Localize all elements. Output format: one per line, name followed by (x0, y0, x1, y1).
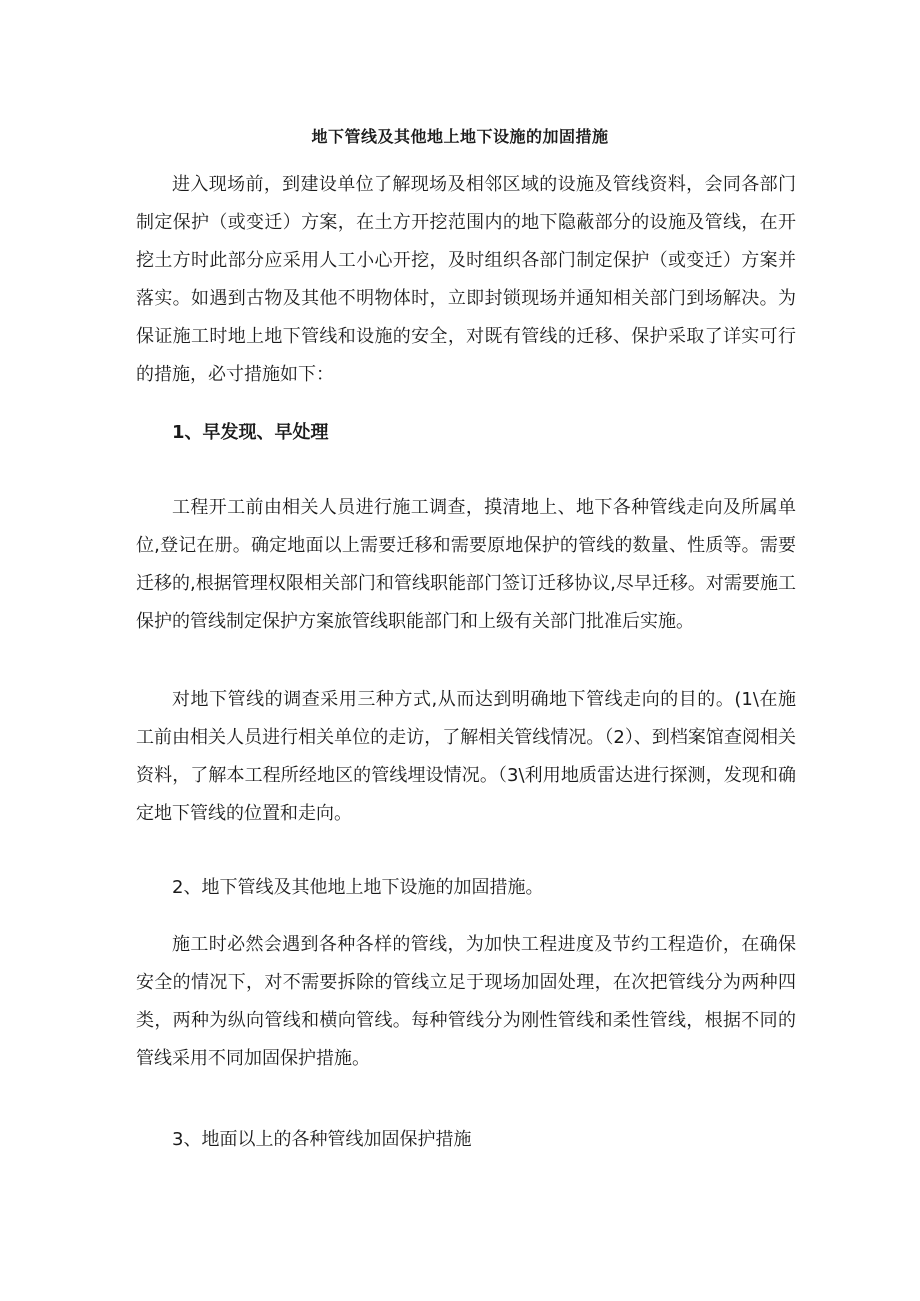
intro-paragraph: 进入现场前，到建设单位了解现场及相邻区域的设施及管线资料，会同各部门制定保护（或变迁）方案，在土方开挖范围内的地下隐蔽部分的设施及管线，在开挖土方时此部分应采用人工小心开挖，及时组织各部门制定保护（或变迁）方案并落实。如遇到古物及其他不明物体时，立即封锁现场并通知相关部门到场解决。为保证施工时地上地下管线和设施的安全，对既有管线的迁移、保护采取了详实可行的措施，必寸措施如下： (136, 174, 796, 385)
section-2-paragraph-1: 施工时必然会遇到各种各样的管线，为加快工程进度及节约工程造价，在确保安全的情况下，对不需要拆除的管线立足于现场加固处理，在次把管线分为两种四类，两种为纵向管线和横向管线。每种管线分为刚性管线和柔性管线，根据不同的管线采用不同加固保护措施。 (136, 934, 796, 1069)
section-3-heading: 3、地面以上的各种管线加固保护措施 (172, 1129, 472, 1150)
section-2-heading: 2、地下管线及其他地上地下设施的加固措施。 (172, 877, 544, 898)
section-1-paragraph-2: 对地下管线的调查采用三种方式,从而达到明确地下管线走向的目的。(1\在施工前由相关人员进行相关单位的走访，了解相关管线情况。（2）、到档案馆查阅相关资料，了解本工程所经地区的管线埋设情况。（3\利用地质雷达进行探测，发现和确定地下管线的位置和走向。 (136, 689, 796, 824)
document-title: 地下管线及其他地上地下设施的加固措施 (311, 127, 609, 146)
section-1-paragraph-1: 工程开工前由相关人员进行施工调查，摸清地上、地下各种管线走向及所属单位,登记在册。确定地面以上需要迁移和需要原地保护的管线的数量、性质等。需要迁移的,根据管理权限相关部门和管线职能部门签订迁移协议,尽早迁移。对需要施工保护的管线制定保护方案旅管线职能部门和上级有关部门批准后实施。 (136, 497, 796, 632)
section-1-heading: 1、早发现、早处理 (172, 422, 329, 443)
